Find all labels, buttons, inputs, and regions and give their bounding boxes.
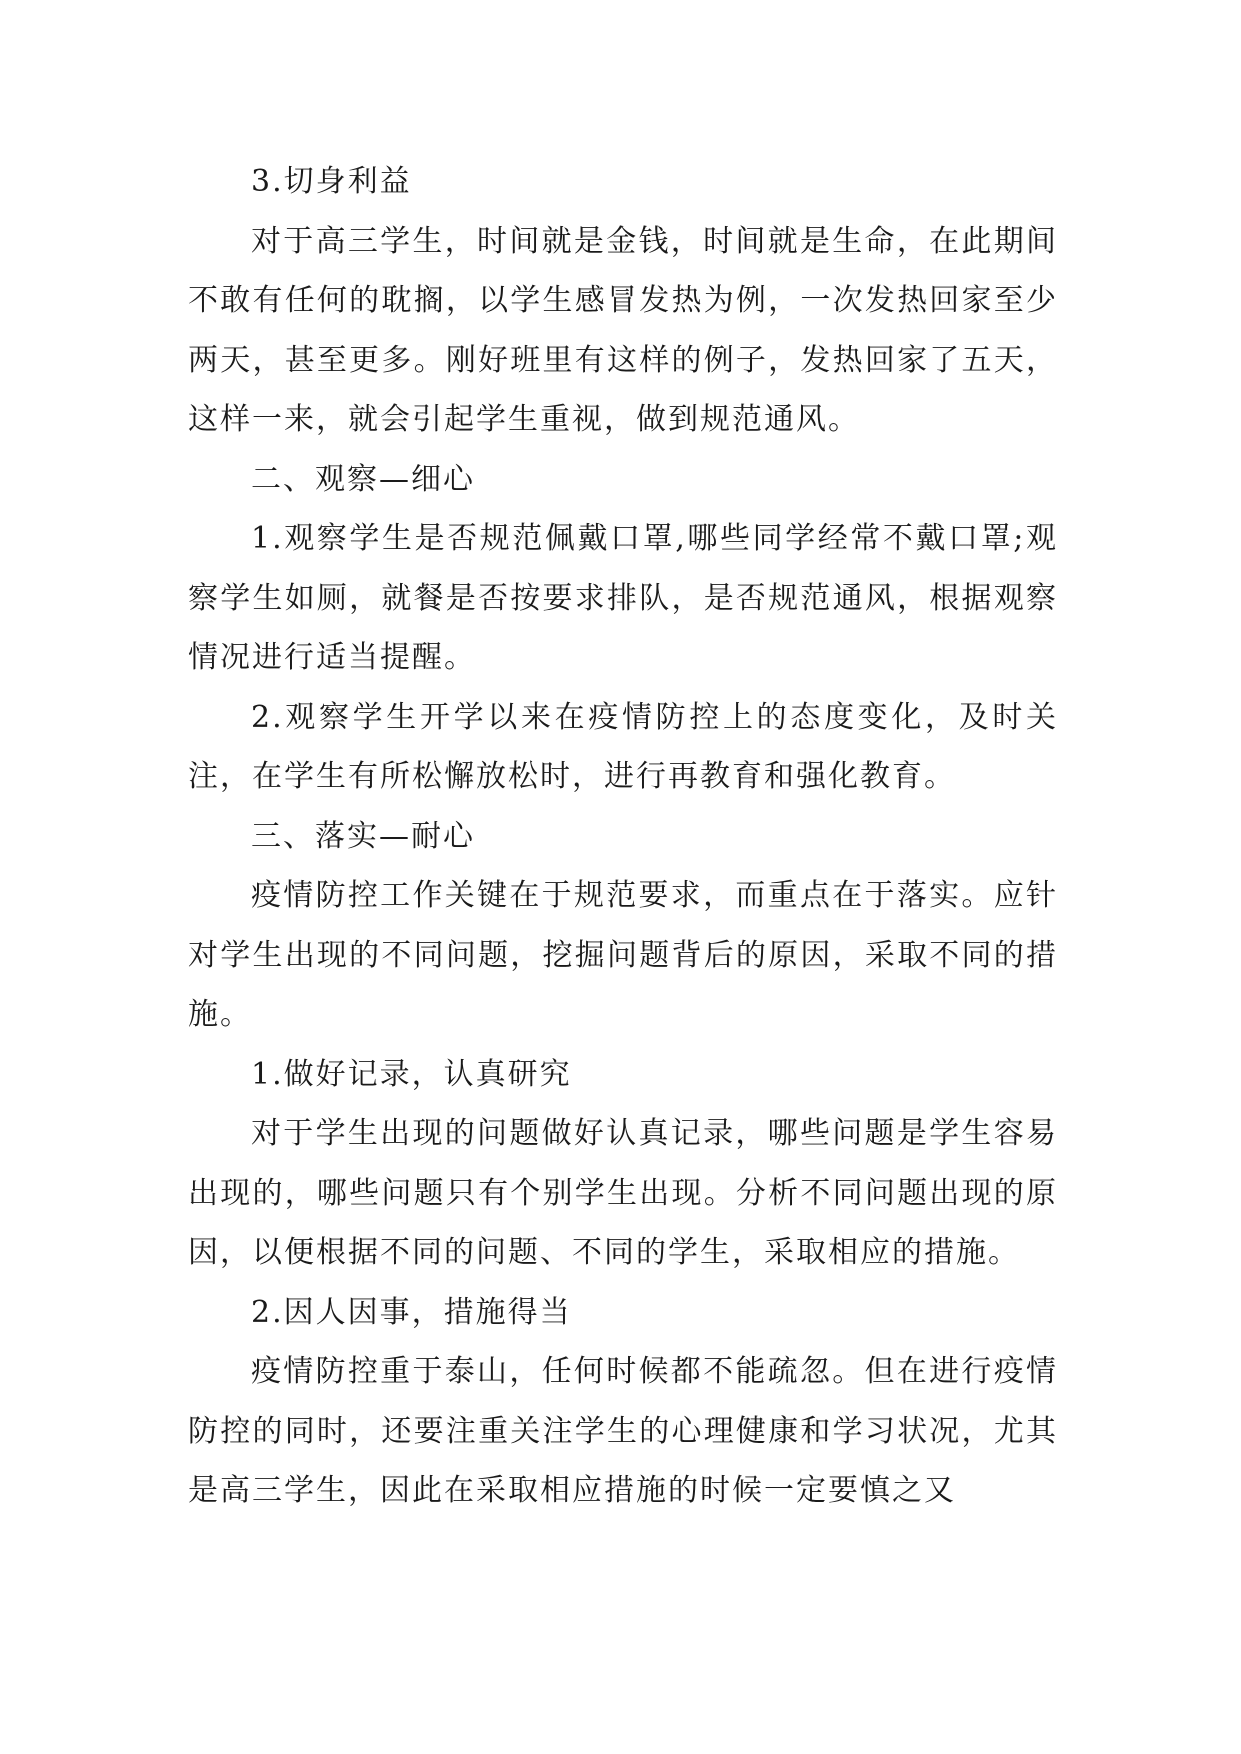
subheading-record-research: 1.做好记录，认真研究 — [251, 1056, 572, 1092]
subheading-personal-interest: 3.切身利益 — [251, 164, 412, 199]
paragraph-observe-attitude: 2.观察学生开学以来在疫情防控上的态度变化，及时关注，在学生有所松懈放松时，进行再教育和强化教育。 — [188, 699, 1058, 794]
paragraph-time-importance: 对于高三学生，时间就是金钱，时间就是生命，在此期间不敢有任何的耽搁，以学生感冒发热为例，一次发热回家至少两天，甚至更多。刚好班里有这样的例子，发热回家了五天，这样一来，就会引起学生重视，做到规范通风。 — [188, 223, 1058, 437]
paragraph-observe-masks: 1.观察学生是否规范佩戴口罩,哪些同学经常不戴口罩;观察学生如厕，就餐是否按要求排队，是否规范通风，根据观察情况进行适当提醒。 — [188, 521, 1058, 675]
section-heading-observation: 二、观察—细心 — [251, 461, 475, 497]
document-body — [188, 152, 1058, 1521]
paragraph-record-problems: 对于学生出现的问题做好认真记录，哪些问题是学生容易出现的，哪些问题只有个别学生出现。分析不同问题出现的原因，以便根据不同的问题、不同的学生，采取相应的措施。 — [188, 1116, 1058, 1270]
paragraph-implementation-key: 疫情防控工作关键在于规范要求，而重点在于落实。应针对学生出现的不同问题，挖掘问题背后的原因，采取不同的措施。 — [188, 878, 1058, 1032]
section-heading-implementation: 三、落实—耐心 — [251, 818, 475, 854]
subheading-appropriate-measures: 2.因人因事，措施得当 — [251, 1294, 572, 1330]
paragraph-prevention-priority: 疫情防控重于泰山，任何时候都不能疏忽。但在进行疫情防控的同时，还要注重关注学生的心理健康和学习状况，尤其是高三学生，因此在采取相应措施的时候一定要慎之又 — [188, 1354, 1058, 1508]
